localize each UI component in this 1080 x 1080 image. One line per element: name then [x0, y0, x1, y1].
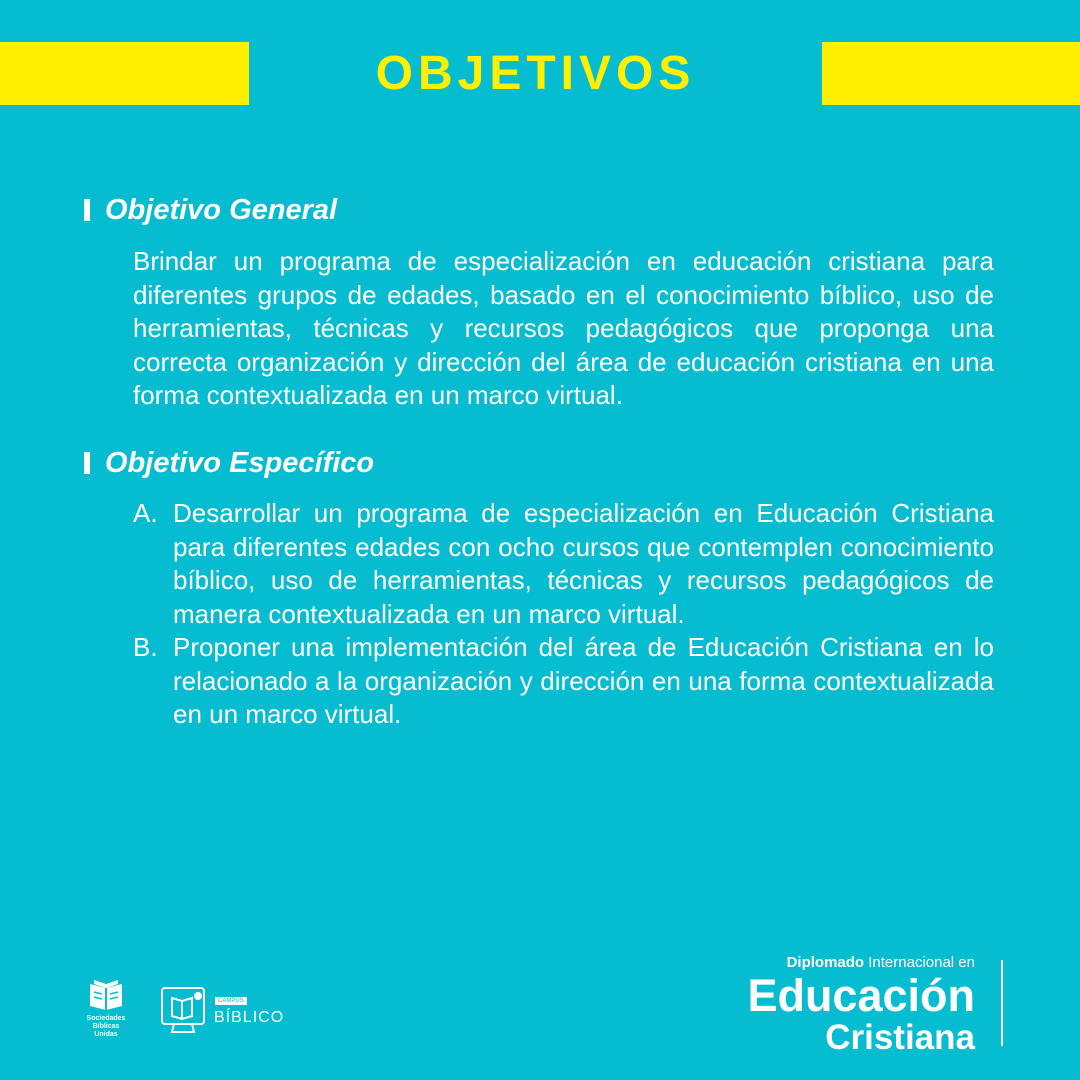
open-book-icon	[86, 976, 126, 1010]
especifico-heading-label: Objetivo Específico	[105, 447, 375, 479]
logo-campus-text: CAMPUS	[215, 997, 247, 1005]
list-item-text: Proponer una implementación del área de Educación Cristiana en lo relacionado a la organización y dirección en una forma contextualizada en un marco virtual.	[173, 632, 994, 729]
diplomado-brand	[747, 954, 975, 1056]
brand-title-line2: Cristiana	[825, 1018, 975, 1057]
campus-biblico-logo	[158, 984, 288, 1040]
list-item	[133, 631, 994, 732]
list-item-letter: A.	[133, 498, 158, 528]
header-accent-bar-right	[822, 42, 1080, 105]
heading-marker	[84, 452, 90, 474]
logo-line: Sociedades	[86, 1015, 126, 1022]
general-paragraph: Brindar un programa de especialización en educación cristiana para diferentes grupos de edades, basado en el conocimiento bíblico, uso de herramientas, técnicas y recursos pedagógicos que proponga una correcta organización y dirección del área de educación cristiana en una forma contextualizada en un marco virtual.	[133, 246, 994, 410]
logo-line: Unidas	[94, 1031, 118, 1038]
page-title: OBJETIVOS	[375, 47, 696, 100]
list-item-text: Desarrollar un programa de especialización en Educación Cristiana para diferentes edades con ocho cursos que contemplen conocimiento bíblico, uso de herramientas, técnicas y recursos pedagógicos de manera contextualizada en un marco virtual.	[173, 498, 994, 629]
logo-biblico-text: BÍBLICO	[214, 1009, 285, 1026]
brand-subtitle-rest: Internacional en	[864, 954, 975, 971]
header-accent-bar-left	[0, 42, 249, 105]
brand-subtitle-bold: Diplomado	[786, 954, 865, 971]
especifico-list	[133, 497, 994, 732]
heading-marker	[84, 199, 90, 221]
monitor-book-icon	[158, 984, 212, 1040]
list-item-letter: B.	[133, 632, 158, 662]
brand-divider	[1001, 960, 1003, 1046]
list-item	[133, 497, 994, 631]
logo-line: Bíblicas	[92, 1023, 120, 1030]
general-heading-label: Objetivo General	[105, 194, 338, 226]
especifico-heading	[84, 446, 374, 480]
brand-title-line1: Educación	[747, 970, 975, 1021]
general-heading	[84, 193, 337, 227]
sociedades-biblicas-logo	[80, 976, 132, 1039]
